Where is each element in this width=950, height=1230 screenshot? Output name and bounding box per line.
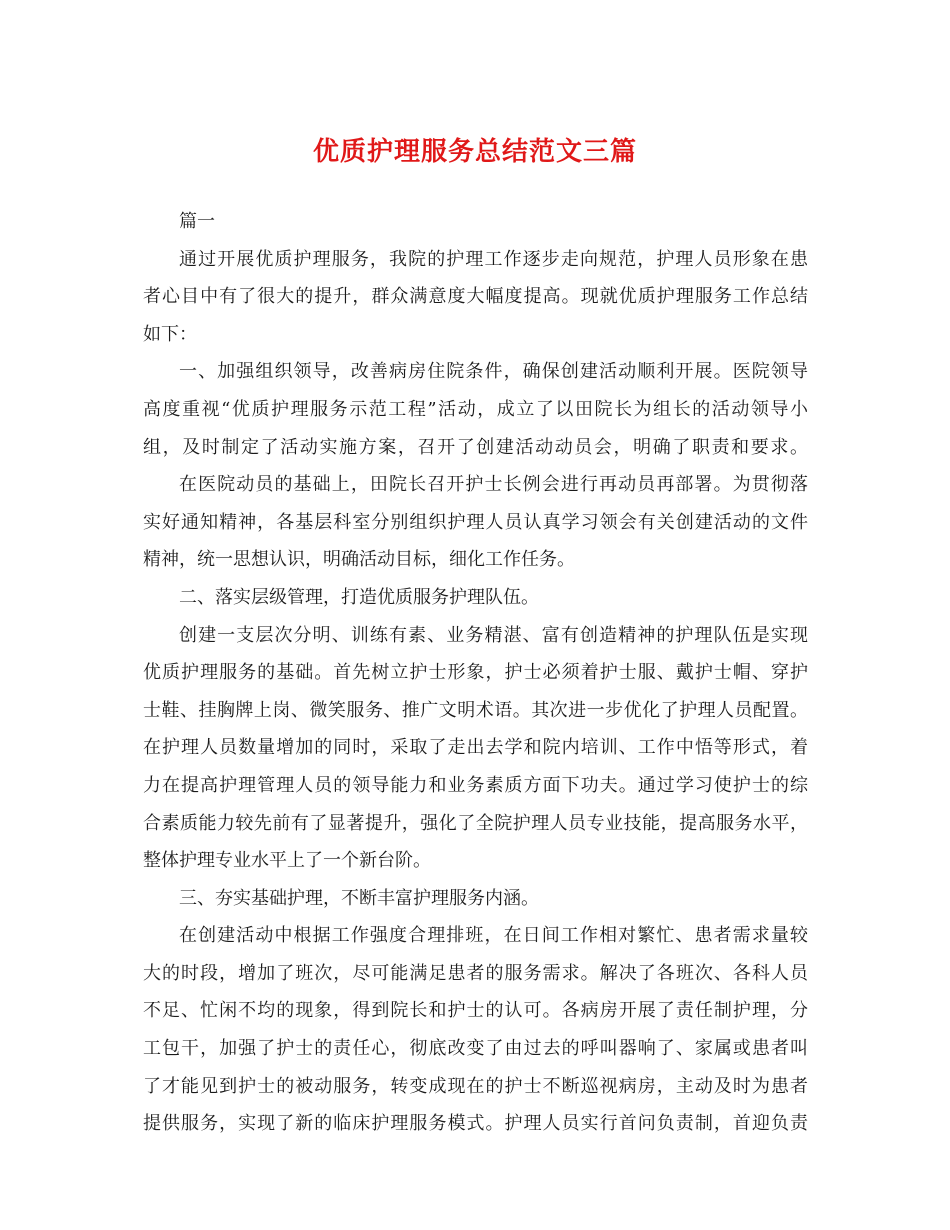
document-body [143,203,808,1143]
text-line: 通过开展优质护理服务，我院的护理工作逐步走向规范，护理人员形象在患 [179,248,810,270]
text-line: 合素质能力较先前有了显著提升，强化了全院护理人员专业技能，提高服务水平， [143,812,809,834]
text-line: 整体护理专业水平上了一个新台阶。 [143,850,431,872]
text-line: 在创建活动中根据工作强度合理排班，在日间工作相对繁忙、患者需求量较 [179,925,810,947]
text-line: 如下： [143,323,197,345]
text-line: 大的时段，增加了班次，尽可能满足患者的服务需求。解决了各班次、各科人员 [143,962,810,984]
text-line: 力在提高护理管理人员的领导能力和业务素质方面下功夫。通过学习使护士的综 [143,774,810,796]
text-line: 三、夯实基础护理，不断丰富护理服务内涵。 [179,887,539,909]
text-line: 优质护理服务的基础。首先树立护士形象，护士必须着护士服、戴护士帽、穿护 [143,662,810,684]
text-line: 在医院动员的基础上，田院长召开护士长例会进行再动员再部署。为贯彻落 [179,474,810,496]
text-line: 高度重视“优质护理服务示范工程”活动，成立了以田院长为组长的活动领导小 [143,398,810,420]
text-line: 一、加强组织领导，改善病房住院条件，确保创建活动顺利开展。医院领导 [179,361,810,383]
text-line: 提供服务，实现了新的临床护理服务模式。护理人员实行首问负责制，首迎负责 [143,1113,810,1135]
text-line: 篇一 [179,211,215,232]
text-line: 者心目中有了很大的提升，群众满意度大幅度提高。现就优质护理服务工作总结 [143,286,810,308]
text-line: 工包干，加强了护士的责任心，彻底改变了由过去的呼叫器响了、家属或患者叫 [143,1038,810,1060]
text-line: 士鞋、挂胸牌上岗、微笑服务、推广文明术语。其次进一步优化了护理人员配置。 [143,699,809,721]
text-line: 不足、忙闲不均的现象，得到院长和护士的认可。各病房开展了责任制护理，分 [143,1000,810,1022]
text-line: 二、落实层级管理，打造优质服务护理队伍。 [179,586,539,608]
text-line: 精神，统一思想认识，明确活动目标，细化工作任务。 [143,549,575,571]
text-line: 了才能见到护士的被动服务，转变成现在的护士不断巡视病房，主动及时为患者 [143,1075,810,1097]
text-line: 组，及时制定了活动实施方案，召开了创建活动动员会，明确了职责和要求。 [143,436,810,458]
text-line: 在护理人员数量增加的同时，采取了走出去学和院内培训、工作中悟等形式，着 [143,737,810,759]
text-line: 创建一支层次分明、训练有素、业务精湛、富有创造精神的护理队伍是实现 [179,624,810,646]
text-line: 实好通知精神，各基层科室分别组织护理人员认真学习领会有关创建活动的文件 [143,511,810,533]
document-title: 优质护理服务总结范文三篇 [312,137,637,167]
